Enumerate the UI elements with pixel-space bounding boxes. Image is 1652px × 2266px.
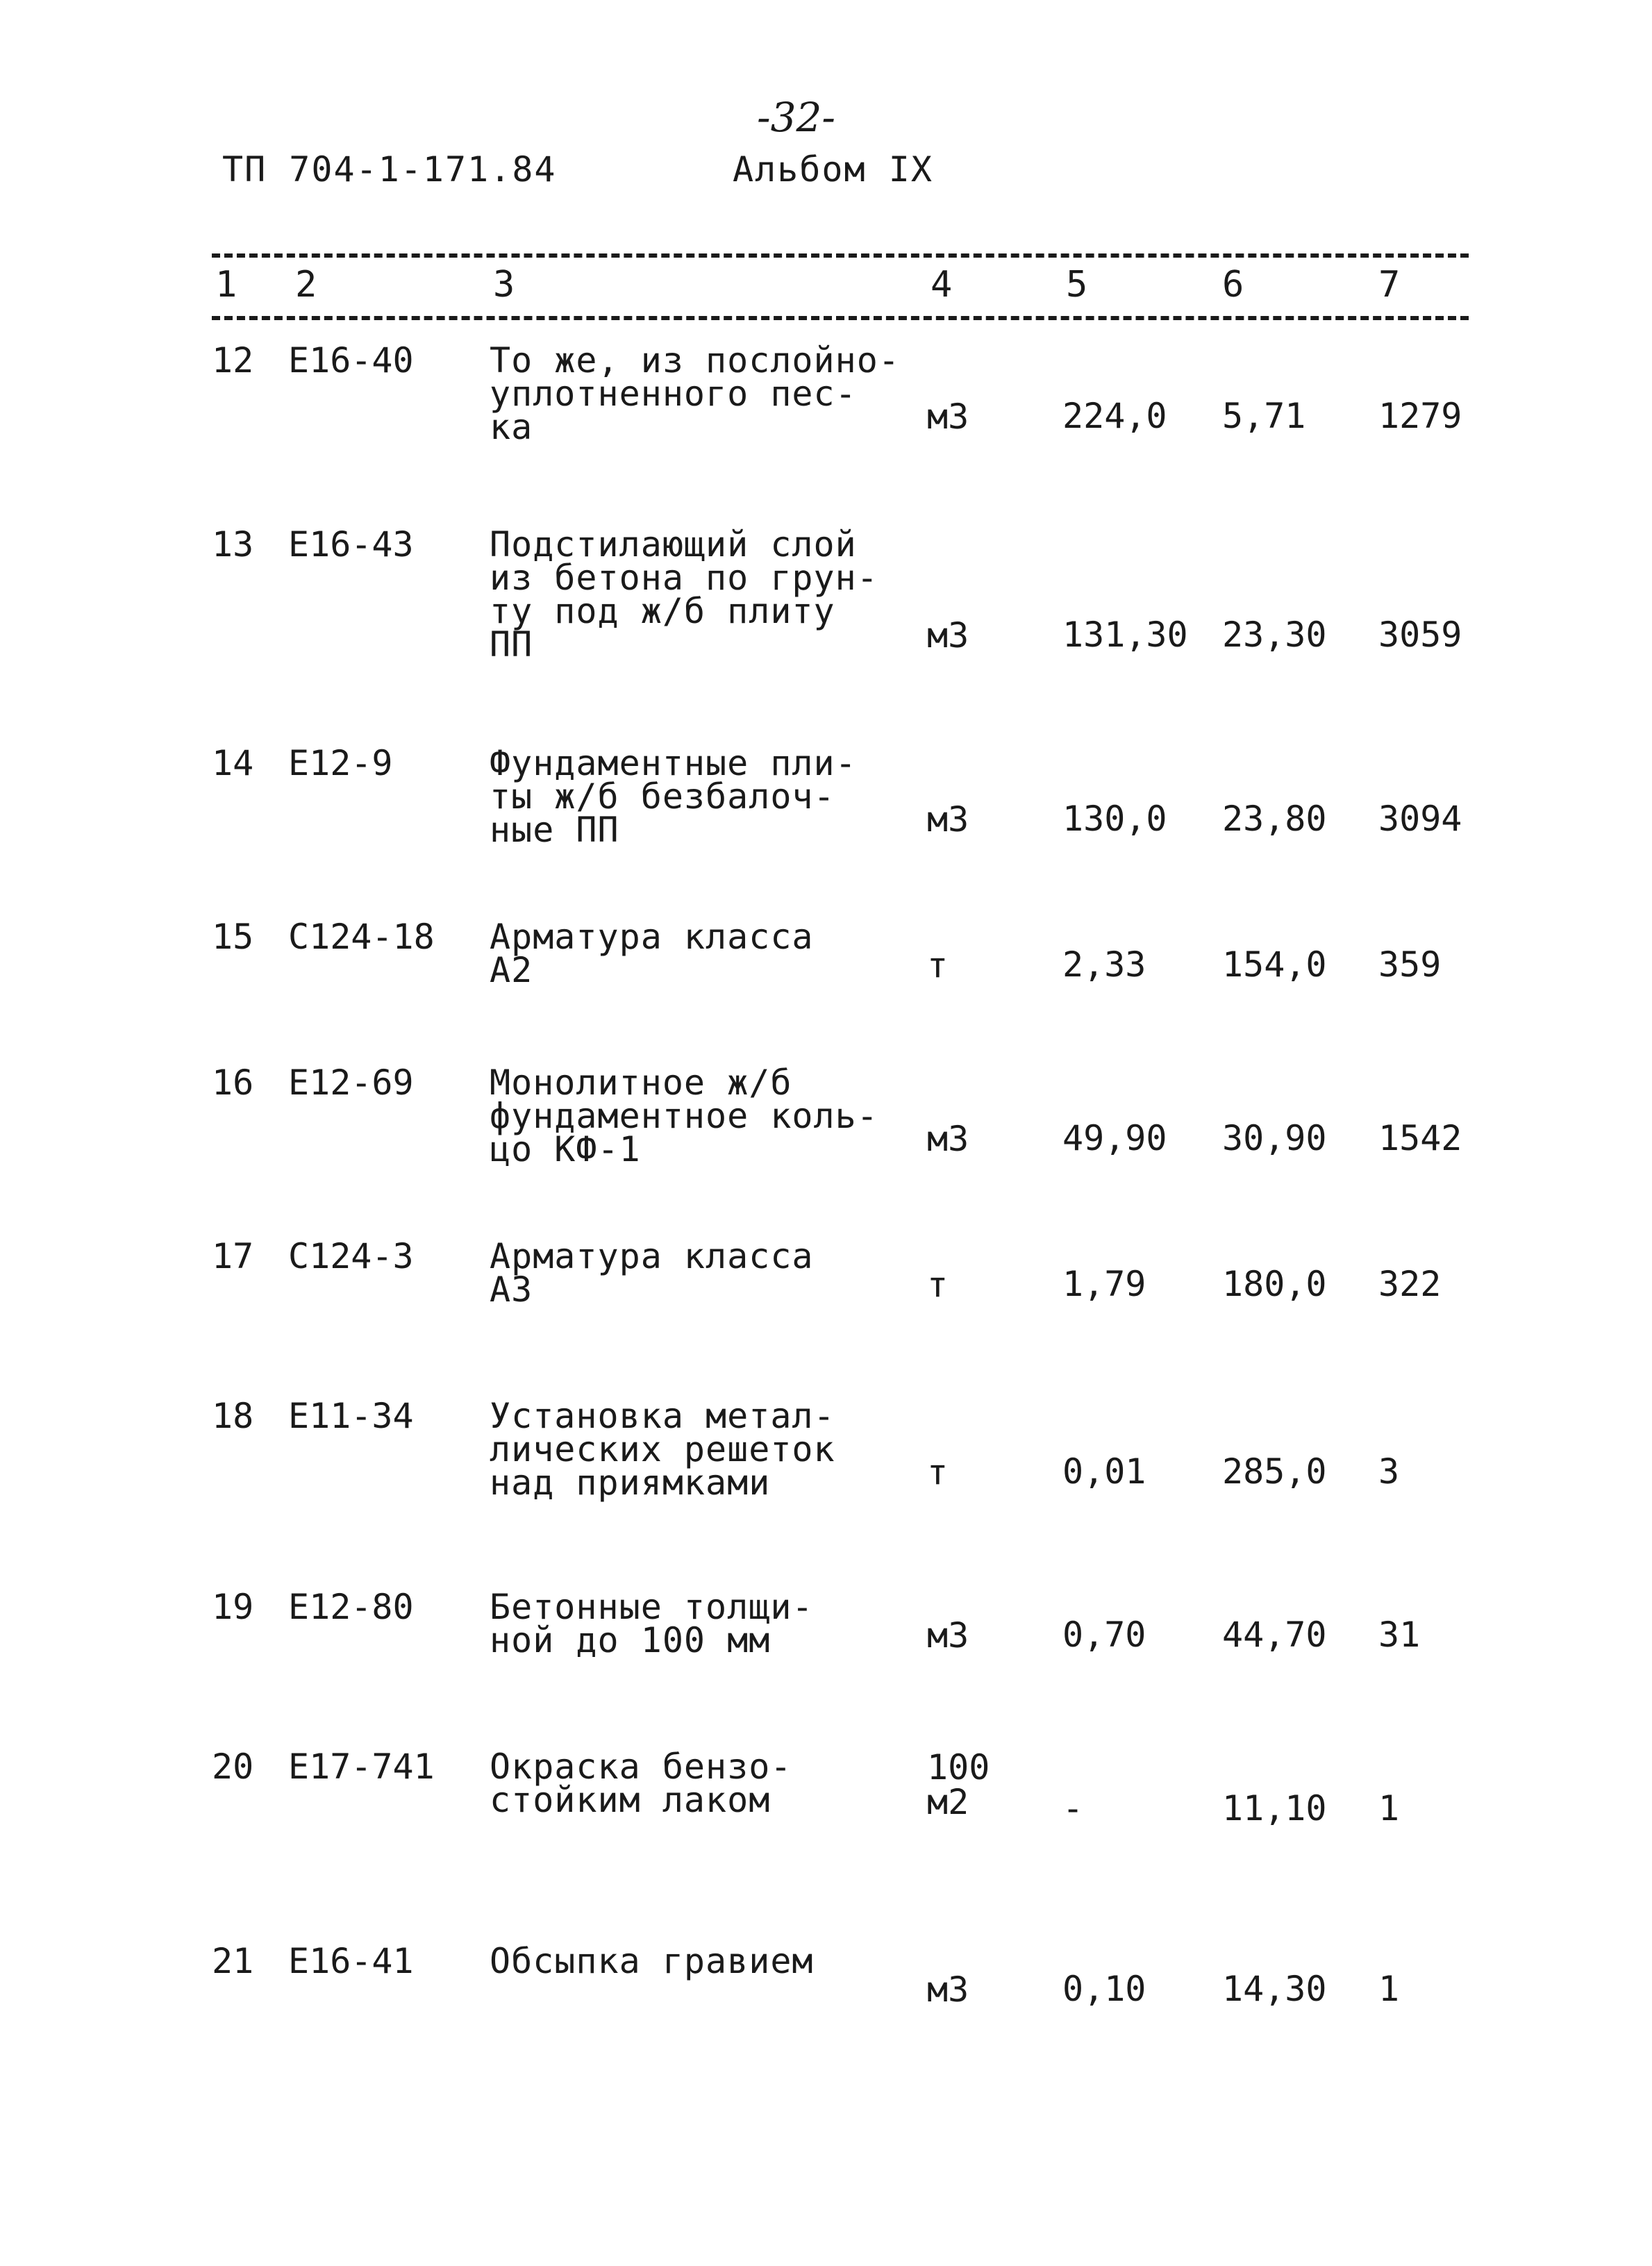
rate-code: Е12-9 (288, 743, 393, 783)
total-cost: 322 (1378, 1264, 1442, 1304)
column-header: 2 (295, 264, 317, 306)
unit-price: 23,30 (1222, 615, 1327, 655)
header-top-rule (212, 253, 1469, 258)
work-description: Арматура класса А2 (490, 917, 814, 990)
total-cost: 3059 (1378, 615, 1462, 655)
unit-price: 23,80 (1222, 799, 1327, 839)
column-header: 4 (931, 264, 953, 306)
rate-code: Е17-741 (288, 1747, 435, 1787)
total-cost: 359 (1378, 944, 1442, 985)
work-description: То же, из послойно- уплотненного пес- ка (490, 340, 900, 447)
row-number: 17 (212, 1236, 254, 1276)
unit-of-measure: м3 (927, 1119, 969, 1159)
rate-code: Е16-43 (288, 524, 414, 565)
unit-of-measure: м3 (927, 799, 969, 840)
quantity: 2,33 (1062, 944, 1146, 985)
unit-price: 44,70 (1222, 1615, 1327, 1655)
unit-of-measure: м3 (927, 1969, 969, 2010)
unit-price: 285,0 (1222, 1451, 1327, 1492)
row-number: 13 (212, 524, 254, 565)
column-header: 6 (1222, 264, 1244, 306)
rate-code: С124-3 (288, 1236, 414, 1276)
unit-price: 5,71 (1222, 396, 1306, 436)
total-cost: 1279 (1378, 396, 1462, 436)
row-number: 14 (212, 743, 254, 783)
work-description: Монолитное ж/б фундаментное коль- цо КФ-1 (490, 1063, 878, 1169)
quantity: 0,70 (1062, 1615, 1146, 1655)
column-header: 3 (493, 264, 515, 306)
rate-code: Е12-69 (288, 1063, 414, 1103)
work-description: Обсыпка гравием (490, 1941, 814, 1981)
unit-price: 30,90 (1222, 1118, 1327, 1158)
unit-of-measure: м3 (927, 1615, 969, 1656)
page-number: -32- (757, 94, 835, 141)
column-header: 7 (1378, 264, 1401, 306)
unit-of-measure: 100 м2 (927, 1747, 990, 1822)
work-description: Арматура класса А3 (490, 1236, 814, 1310)
rate-code: Е11-34 (288, 1396, 414, 1436)
total-cost: 1 (1378, 1788, 1400, 1828)
row-number: 19 (212, 1587, 254, 1627)
quantity: 49,90 (1062, 1118, 1167, 1158)
document-reference: ТП 704-1-171.84 (222, 149, 557, 190)
total-cost: 1542 (1378, 1118, 1462, 1158)
work-description: Подстилающий слой из бетона по грун- ту под ж/б плиту ПП (490, 524, 878, 665)
column-header: 5 (1066, 264, 1088, 306)
album-label: Альбом IX (733, 149, 933, 190)
column-header: 1 (215, 264, 237, 306)
unit-of-measure: т (927, 945, 949, 985)
work-description: Бетонные толщи- ной до 100 мм (490, 1587, 814, 1660)
rate-code: С124-18 (288, 917, 435, 957)
total-cost: 31 (1378, 1615, 1421, 1655)
header-bottom-rule (212, 316, 1469, 320)
quantity: 0,01 (1062, 1451, 1146, 1492)
total-cost: 3094 (1378, 799, 1462, 839)
quantity: 224,0 (1062, 396, 1167, 436)
row-number: 20 (212, 1747, 254, 1787)
unit-price: 180,0 (1222, 1264, 1327, 1304)
unit-price: 154,0 (1222, 944, 1327, 985)
row-number: 12 (212, 340, 254, 381)
quantity: - (1062, 1788, 1084, 1828)
quantity: 131,30 (1062, 615, 1188, 655)
unit-of-measure: т (927, 1452, 949, 1492)
unit-price: 14,30 (1222, 1969, 1327, 2009)
rate-code: Е16-40 (288, 340, 414, 381)
row-number: 15 (212, 917, 254, 957)
unit-price: 11,10 (1222, 1788, 1327, 1828)
unit-of-measure: т (927, 1265, 949, 1305)
quantity: 0,10 (1062, 1969, 1146, 2009)
quantity: 1,79 (1062, 1264, 1146, 1304)
work-description: Фундаментные пли- ты ж/б безбалоч- ные ПП (490, 743, 857, 850)
row-number: 16 (212, 1063, 254, 1103)
total-cost: 3 (1378, 1451, 1400, 1492)
work-description: Окраска бензо- стойким лаком (490, 1747, 792, 1820)
quantity: 130,0 (1062, 799, 1167, 839)
unit-of-measure: м3 (927, 397, 969, 437)
unit-of-measure: м3 (927, 615, 969, 656)
total-cost: 1 (1378, 1969, 1400, 2009)
rate-code: Е12-80 (288, 1587, 414, 1627)
row-number: 21 (212, 1941, 254, 1981)
work-description: Установка метал- лических решеток над приямками (490, 1396, 835, 1503)
rate-code: Е16-41 (288, 1941, 414, 1981)
row-number: 18 (212, 1396, 254, 1436)
